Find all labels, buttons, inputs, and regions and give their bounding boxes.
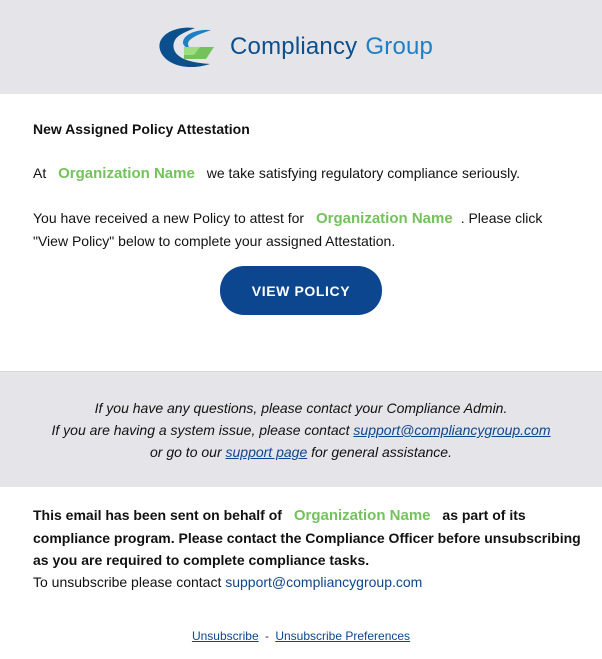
intro-prefix: At: [33, 165, 47, 181]
logo-word-group: Group: [365, 33, 434, 60]
logo-word-compliancy: Compliancy: [230, 33, 358, 60]
behalf-suffix: as part of its compliance program. Please contact the Compliance Officer before unsubscribing as you are required to complete compliance tasks.: [33, 507, 581, 568]
unsubscribe-link[interactable]: Unsubscribe: [191, 629, 259, 643]
email-heading: New Assigned Policy Attestation: [33, 121, 250, 137]
help-inner: [0, 372, 602, 463]
attestation-suffix: . Please click "View Policy" below to complete your assigned Attestation.: [33, 210, 543, 249]
email-content: [33, 118, 573, 274]
email-header: [0, 0, 602, 94]
help-line-2: [0, 419, 602, 441]
behalf-prefix: This email has been sent on behalf of: [33, 507, 282, 523]
view-policy-button-wrap: [220, 266, 382, 315]
footer-support-email-link[interactable]: support@compliancygroup.com: [225, 574, 423, 590]
help-line-2-prefix: If you are having a system issue, please contact: [51, 422, 350, 438]
unsubscribe-contact: [33, 571, 593, 593]
behalf-paragraph: [33, 504, 593, 571]
unsubscribe-prefix: To unsubscribe please contact: [33, 574, 222, 590]
intro-suffix: we take satisfying regulatory compliance seriously.: [206, 165, 521, 181]
help-line-1: If you have any questions, please contact your Compliance Admin.: [94, 400, 508, 416]
footer-text: [33, 504, 593, 593]
help-section: [0, 371, 602, 487]
attestation-paragraph: [33, 207, 573, 252]
logo-text: [230, 35, 433, 59]
support-page-link[interactable]: support page: [225, 444, 308, 460]
attestation-prefix: You have received a new Policy to attest for: [33, 210, 305, 226]
organization-name: Organization Name: [293, 507, 431, 524]
company-logo: [156, 24, 433, 70]
help-line-3-suffix: for general assistance.: [311, 444, 452, 460]
unsubscribe-preferences-link[interactable]: Unsubscribe Preferences: [275, 629, 411, 643]
help-line-3-prefix: or go to our: [150, 444, 222, 460]
compliancy-logo-icon: [156, 24, 222, 70]
support-email-link[interactable]: support@compliancygroup.com: [353, 422, 551, 438]
view-policy-button[interactable]: VIEW POLICY: [220, 266, 382, 315]
help-line-3: [0, 441, 602, 463]
unsubscribe-links: [0, 627, 602, 645]
link-separator: -: [264, 629, 269, 643]
organization-name: Organization Name: [315, 210, 453, 227]
intro-paragraph: [33, 162, 573, 185]
organization-name: Organization Name: [58, 165, 195, 182]
